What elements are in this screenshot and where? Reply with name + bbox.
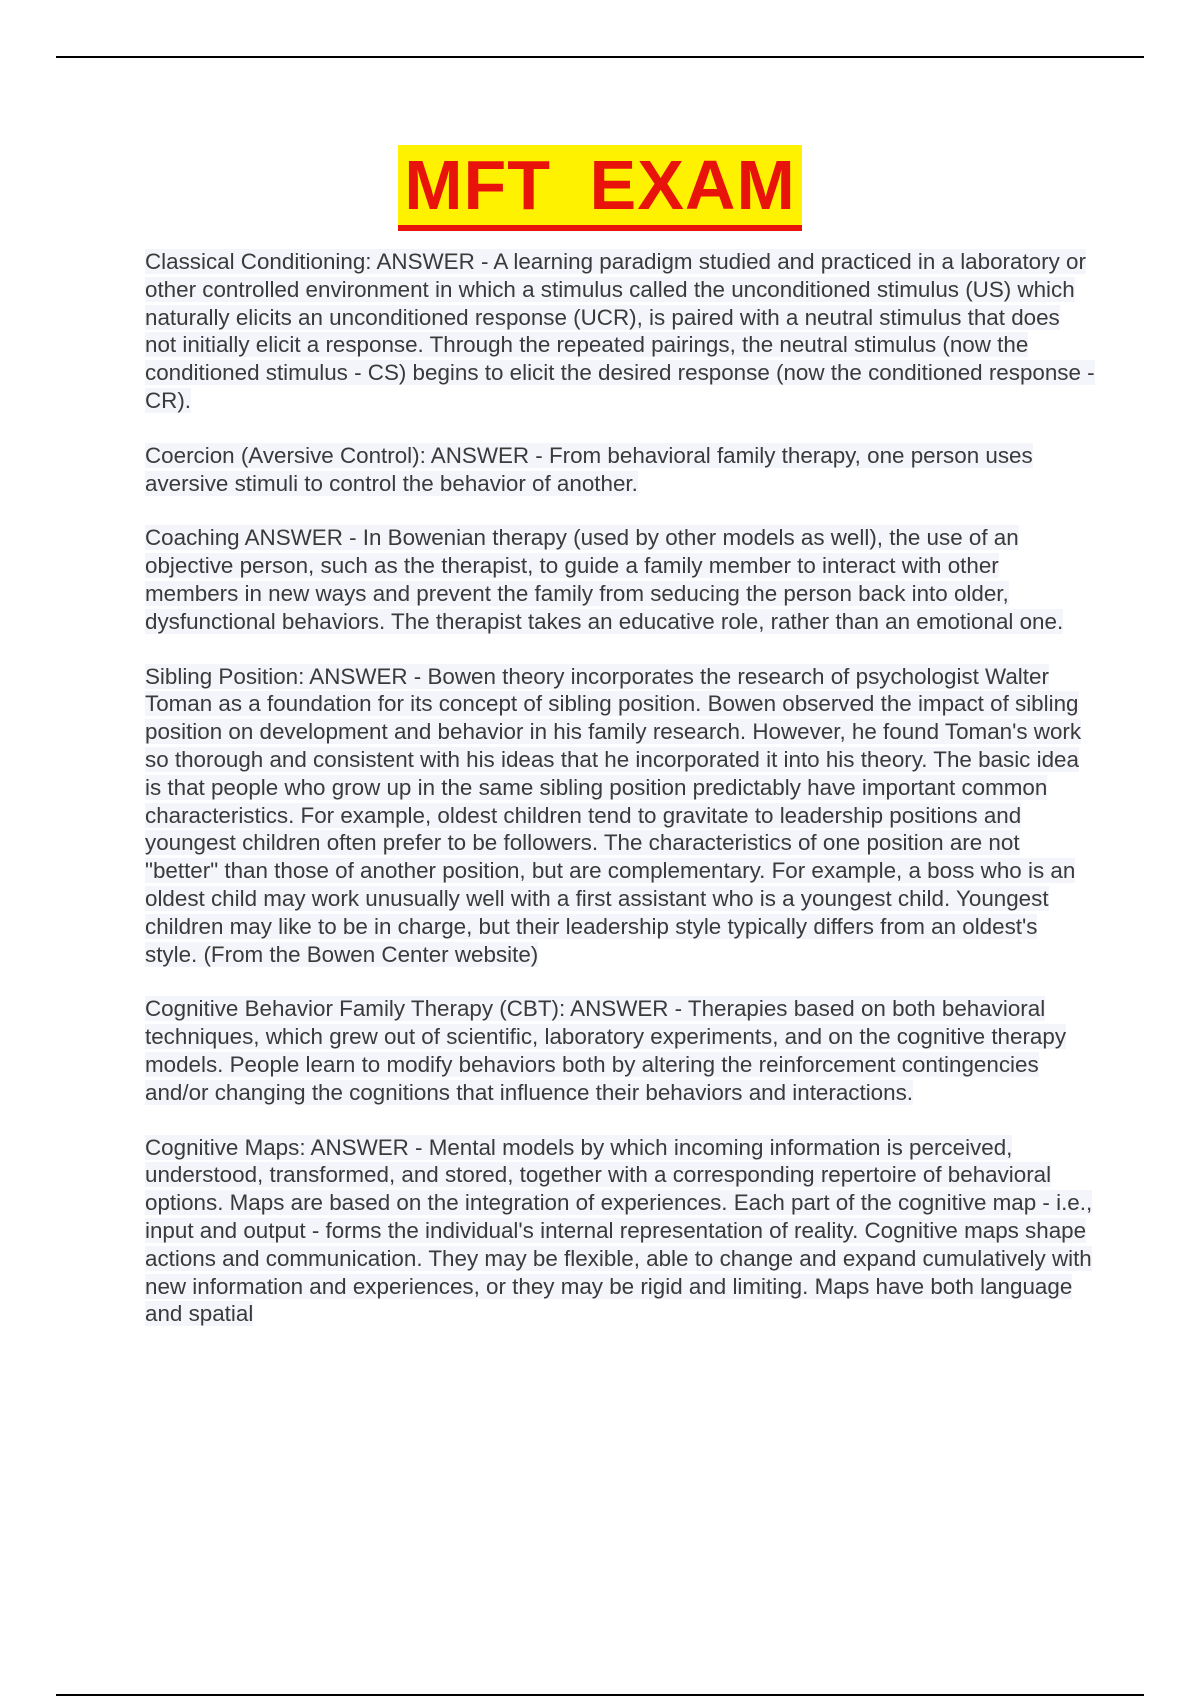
entry-text: Coercion (Aversive Control): ANSWER - From behavioral family therapy, one person uses aversive stimuli to control the behavior of another.	[145, 442, 1033, 496]
entry-text: Coaching ANSWER - In Bowenian therapy (used by other models as well), the use of an objective person, such as the therapist, to guide a family member to interact with other members in new ways and prevent the family from seducing the person back into older, dysfunctional behaviors. The therapist takes an educative role, rather than an emotional one.	[145, 525, 1064, 634]
entry-text: Classical Conditioning: ANSWER - A learning paradigm studied and practiced in a laboratory or other controlled environment in which a stimulus called the unconditioned stimulus (US) which naturally elicits an unconditioned response (UCR), is paired with a neutral stimulus that does not initially elicit a response. Through the repeated pairings, the neutral stimulus (now the conditioned stimulus - CS) begins to elicit the desired response (now the conditioned response - CR).	[145, 249, 1095, 413]
entry-cbt	[145, 995, 1095, 1106]
top-rule	[56, 56, 1144, 58]
bottom-rule	[56, 1694, 1144, 1696]
entry-classical-conditioning	[145, 248, 1095, 415]
entry-coercion	[145, 442, 1095, 498]
page-title: MFT EXAM	[398, 145, 802, 231]
entry-text: Cognitive Behavior Family Therapy (CBT): ANSWER - Therapies based on both behavioral techniques, which grew out of scientific, laboratory experiments, and on the cognitive therapy models. People learn to modify behaviors both by altering the reinforcement contingencies and/or changing the cognitions that influence their behaviors and interactions.	[145, 996, 1067, 1105]
entry-text: Sibling Position: ANSWER - Bowen theory incorporates the research of psychologist Walter Toman as a foundation for its concept of sibling position. Bowen observed the impact of sibling position on development and behavior in his family research. However, he found Toman's work so thorough and consistent with his ideas that he incorporated it into his theory. The basic idea is that people who grow up in the same sibling position predictably have important common characteristics. For example, oldest children tend to gravitate to leadership positions and youngest children often prefer to be followers. The characteristics of one position are not "better" than those of another position, but are complementary. For example, a boss who is an oldest child may work unusually well with a first assistant who is a youngest child. Youngest children may like to be in charge, but their leadership style typically differs from an oldest's style. (From the Bowen Center website)	[145, 663, 1082, 967]
title-block	[0, 145, 1200, 231]
entry-cognitive-maps	[145, 1134, 1095, 1329]
entry-coaching	[145, 524, 1095, 635]
entry-sibling-position	[145, 663, 1095, 969]
entry-text: Cognitive Maps: ANSWER - Mental models by which incoming information is perceived, understood, transformed, and stored, together with a corresponding repertoire of behavioral options. Maps are based on the integration of experiences. Each part of the cognitive map - i.e., input and output - forms the individual's internal representation of reality. Cognitive maps shape actions and communication. They may be flexible, able to change and expand cumulatively with new information and experiences, or they may be rigid and limiting. Maps have both language and spatial	[145, 1134, 1093, 1327]
entries-list	[145, 248, 1095, 1355]
